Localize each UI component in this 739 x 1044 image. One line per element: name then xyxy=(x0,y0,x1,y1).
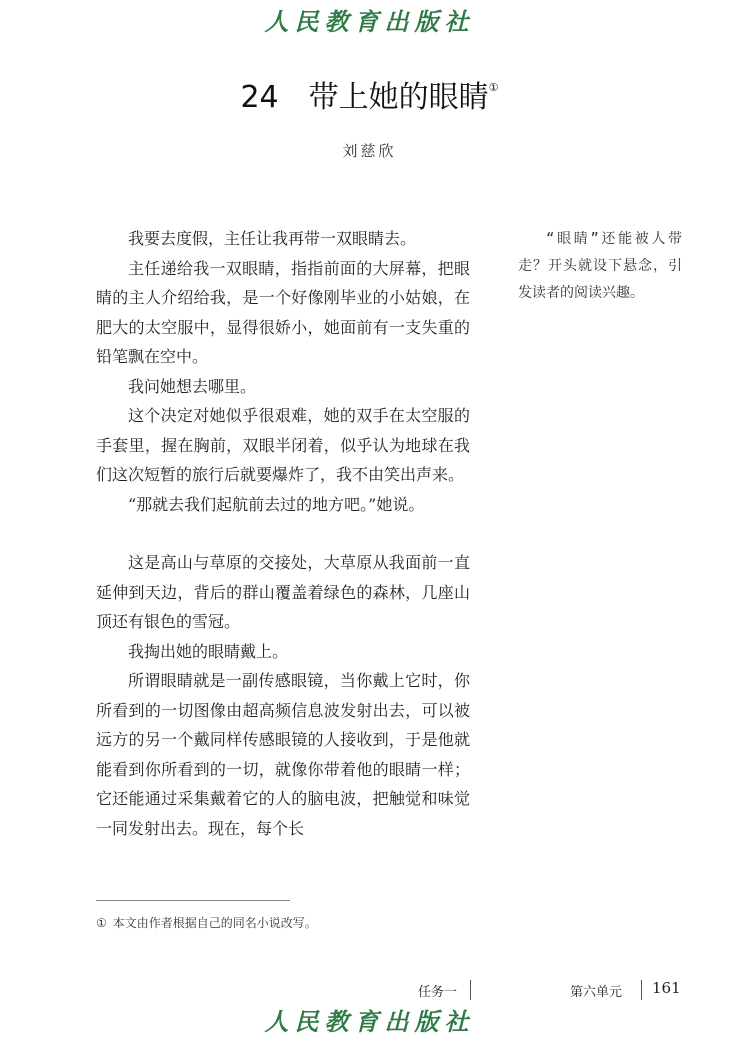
footnote-marker: ① xyxy=(96,916,107,930)
paragraph: 我掏出她的眼睛戴上。 xyxy=(128,641,289,661)
publisher-logo-bottom: 人民教育出版社 xyxy=(264,1007,475,1036)
paragraph: 主任递给我一双眼睛，指指前面的大屏幕，把眼睛的主人介绍给我，是一个好像刚毕业的小姑娘，在肥大的太空服中，显得很娇小，她面前有一支失重的铅笔飘在空中。 xyxy=(96,258,470,366)
body-text xyxy=(96,224,470,843)
publisher-logo-top: 人民教育出版社 xyxy=(264,7,475,36)
footnote-text: 本文由作者根据自己的同名小说改写。 xyxy=(112,916,317,930)
footer-divider xyxy=(470,980,471,1000)
footer-unit-label: 第六单元 xyxy=(570,985,623,1000)
footer-divider xyxy=(641,980,642,1000)
lesson-title-text: 带上她的眼睛 xyxy=(308,80,489,115)
paragraph: “那就去我们起航前去过的地方吧。”她说。 xyxy=(128,494,425,514)
page-number: 161 xyxy=(652,979,681,997)
title-footnote-marker: ① xyxy=(488,81,499,94)
paragraph: 我要去度假，主任让我再带一双眼睛去。 xyxy=(128,229,417,248)
footnote xyxy=(96,914,317,931)
author-name: 刘慈欣 xyxy=(342,142,397,160)
margin-annotation: “眼睛”还能被人带走？开头就设下悬念，引发读者的阅读兴趣。 xyxy=(518,231,682,301)
paragraph: 这是高山与草原的交接处，大草原从我面前一直延伸到天边，背后的群山覆盖着绿色的森林，几座山顶还有银色的雪冠。 xyxy=(96,553,470,631)
footer-task-label: 任务一 xyxy=(418,985,458,1000)
lesson-title xyxy=(0,72,739,116)
paragraph: 我问她想去哪里。 xyxy=(128,376,257,396)
paragraph: 所谓眼睛就是一副传感眼镜，当你戴上它时，你所看到的一切图像由超高频信息波发射出去，可以被远方的另一个戴同样传感眼镜的人接收到，于是他就能看到你所看到的一切，就像你带着他的眼睛一样；它还能通过采集戴着它的人的脑电波，把触觉和味觉一同发射出去。现在，每个长 xyxy=(96,671,470,838)
paragraph: 这个决定对她似乎很艰难，她的双手在太空服的手套里，握在胸前，双眼半闭着，似乎认为地球在我们这次短暂的旅行后就要爆炸了，我不由笑出声来。 xyxy=(96,406,470,484)
footnote-divider xyxy=(96,900,290,901)
lesson-number: 24 xyxy=(240,80,279,115)
page-footer xyxy=(0,978,739,1002)
